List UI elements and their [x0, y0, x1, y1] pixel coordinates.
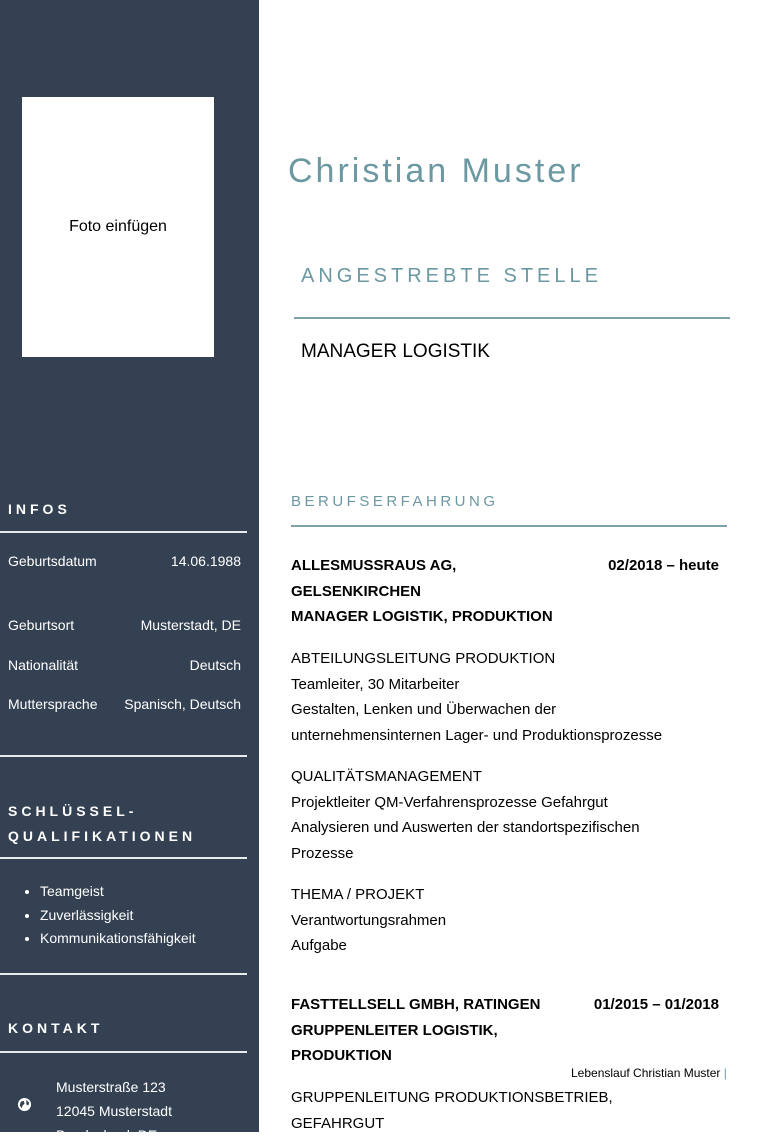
job-role: GRUPPENLEITER LOGISTIK, [291, 1021, 498, 1039]
info-value: Musterstadt, DE [140, 617, 241, 633]
skill-item: • Teamgeist [40, 880, 196, 904]
task-line: Prozesse [291, 845, 354, 863]
experience-divider [291, 525, 727, 527]
footer-text: Lebenslauf Christian Muster [571, 1066, 721, 1080]
job-role: MANAGER LOGISTIK, PRODUKTION [291, 608, 553, 625]
skills-divider [0, 857, 247, 859]
info-row-native-language [8, 692, 241, 716]
job-task-block [291, 882, 721, 959]
task-line: Aufgabe [291, 937, 347, 955]
target-job-title: MANAGER LOGISTIK [301, 341, 490, 362]
info-label: Muttersprache [8, 696, 98, 712]
task-title: THEMA / PROJEKT [291, 886, 425, 903]
infos-divider [0, 531, 247, 533]
task-line: Analysieren und Auswerten der standortspezifischen [291, 819, 640, 837]
info-row-birthdate [8, 549, 241, 573]
sidebar [0, 0, 259, 1143]
job-role: PRODUKTION [291, 1047, 392, 1064]
skills-heading-line2: QUALIFIKATIONEN [8, 828, 197, 844]
task-line: GEFAHRGUT [291, 1114, 385, 1132]
task-title: GRUPPENLEITUNG PRODUKTIONSBETRIEB, [291, 1089, 613, 1106]
job-header [291, 553, 719, 630]
company-name: ALLESMUSSRAUS AG, [291, 557, 457, 574]
infos-bottom-divider [0, 755, 247, 757]
contact-address [56, 1075, 172, 1147]
contact-line: Bundesland, DE [56, 1127, 158, 1143]
skills-heading-line1: SCHLÜSSEL- [8, 803, 138, 819]
task-title: ABTEILUNGSLEITUNG PRODUKTION [291, 650, 556, 667]
task-line: Verantwortungsrahmen [291, 911, 447, 929]
job-task-block [291, 646, 721, 749]
task-line: unternehmensinternen Lager- und Produktionsprozesse [291, 727, 663, 745]
info-value: Deutsch [189, 657, 241, 673]
info-label: Geburtsort [8, 617, 75, 633]
skill-item: • Zuverlässigkeit [40, 904, 196, 928]
info-value: 14.06.1988 [170, 553, 241, 569]
globe-icon [17, 1097, 32, 1112]
task-line: Gestalten, Lenken und Überwachen der [291, 701, 557, 719]
job-task-block [291, 764, 721, 867]
info-label: Nationalität [8, 657, 79, 673]
task-title: QUALITÄTSMANAGEMENT [291, 768, 482, 785]
job-header [291, 992, 719, 1069]
company-name: FASTTELLSELL GMBH, RATINGEN [291, 996, 541, 1013]
infos-heading: INFOS [8, 501, 71, 517]
target-divider [294, 317, 730, 319]
skills-list [18, 880, 196, 951]
info-value: Spanisch, Deutsch [124, 696, 241, 712]
skill-item: • Kommunikationsfähigkeit [40, 927, 196, 951]
job-task-block [291, 1085, 721, 1136]
contact-line: 12045 Musterstadt [56, 1103, 172, 1119]
footer-separator: | [723, 1066, 727, 1080]
job-dates: 01/2015 – 01/2018 [593, 996, 719, 1013]
skills-heading [8, 799, 196, 849]
task-line: Teamleiter, 30 Mitarbeiter [291, 675, 460, 693]
company-location: GELSENKIRCHEN [291, 582, 422, 600]
page-footer [571, 1066, 727, 1080]
person-name: Christian Muster [288, 152, 584, 190]
info-label: Geburtsdatum [8, 553, 97, 569]
photo-placeholder[interactable] [22, 97, 214, 357]
contact-line: Musterstraße 123 [56, 1079, 166, 1095]
experience-heading: BERUFSERFAHRUNG [291, 493, 499, 510]
photo-placeholder-text: Foto einfügen [69, 218, 167, 235]
contact-divider [0, 1051, 247, 1053]
job-dates: 02/2018 – heute [608, 557, 719, 574]
skills-bottom-divider [0, 973, 247, 975]
contact-heading: KONTAKT [8, 1020, 104, 1036]
info-row-birthplace [8, 613, 241, 637]
info-row-nationality [8, 653, 241, 677]
target-position-heading: ANGESTREBTE STELLE [301, 265, 602, 287]
task-line: Projektleiter QM-Verfahrensprozesse Gefahrgut [291, 793, 608, 811]
